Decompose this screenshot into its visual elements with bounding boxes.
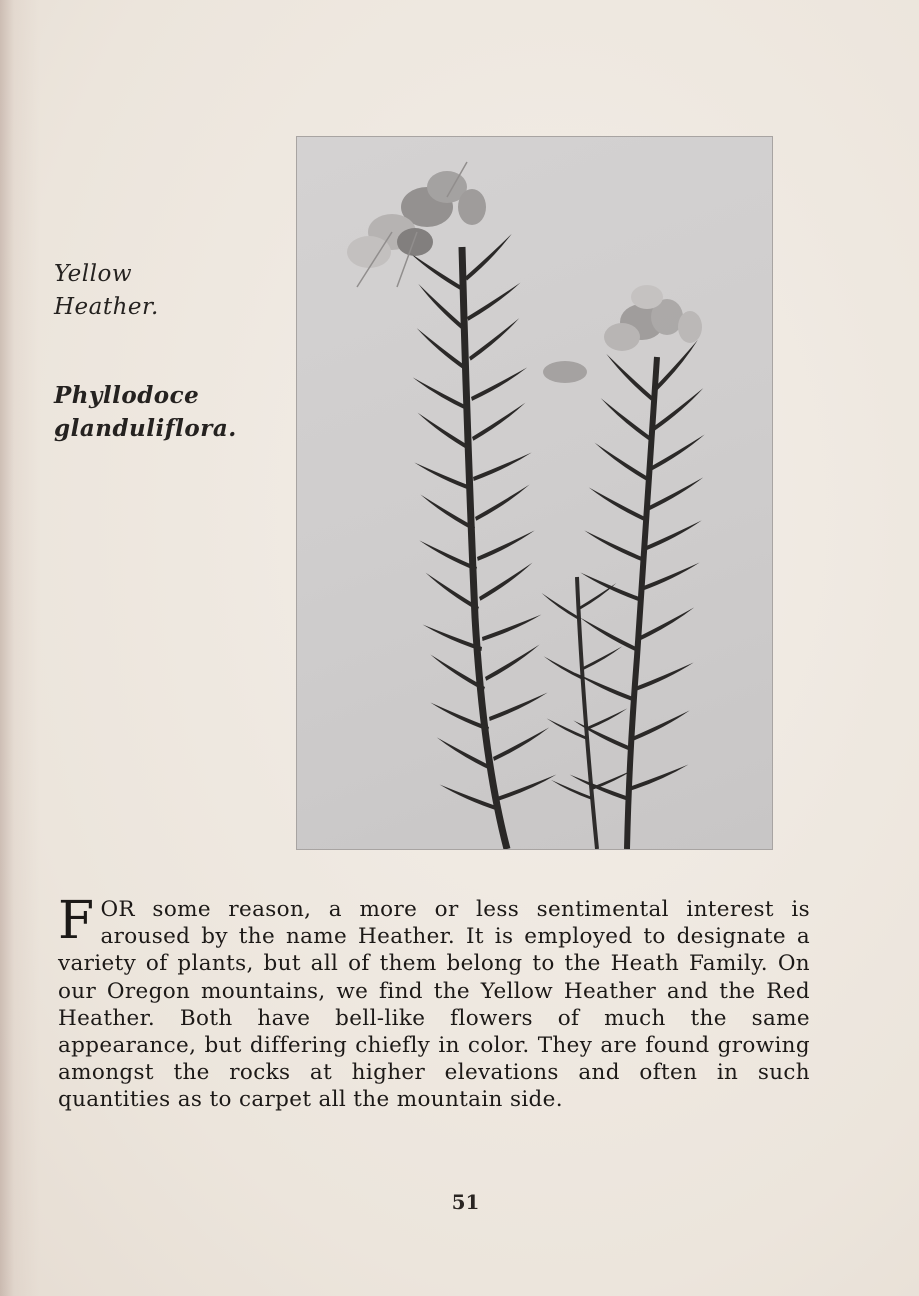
plant-scientific-name xyxy=(54,379,237,445)
scientific-name-line-1: Phyllodoce xyxy=(54,382,200,409)
plant-common-name xyxy=(54,258,159,324)
heather-plant-illustration xyxy=(297,137,772,849)
paragraph-text: OR some reason, a more or less sentimental interest is aroused by the name Heather. It is employed to designate a variety of plants, but all of them belong to the Heath Family. On our Oregon mountains, we find the Yellow Heather and the Red Heather. Both have bell-like flowers of much the same appearance, but differing chiefly in color. They are found growing amongst the rocks at higher elevations and often in such quantities as to carpet all the mountain side. xyxy=(58,897,810,1113)
scientific-name-line-2: glanduliflora. xyxy=(54,415,237,442)
body-paragraph xyxy=(58,891,810,1114)
common-name-line-2: Heather. xyxy=(54,294,159,320)
drop-cap-letter: F xyxy=(58,891,95,951)
page-number: 51 xyxy=(451,1190,480,1214)
heather-photograph xyxy=(296,136,773,850)
common-name-line-1: Yellow xyxy=(54,261,133,287)
